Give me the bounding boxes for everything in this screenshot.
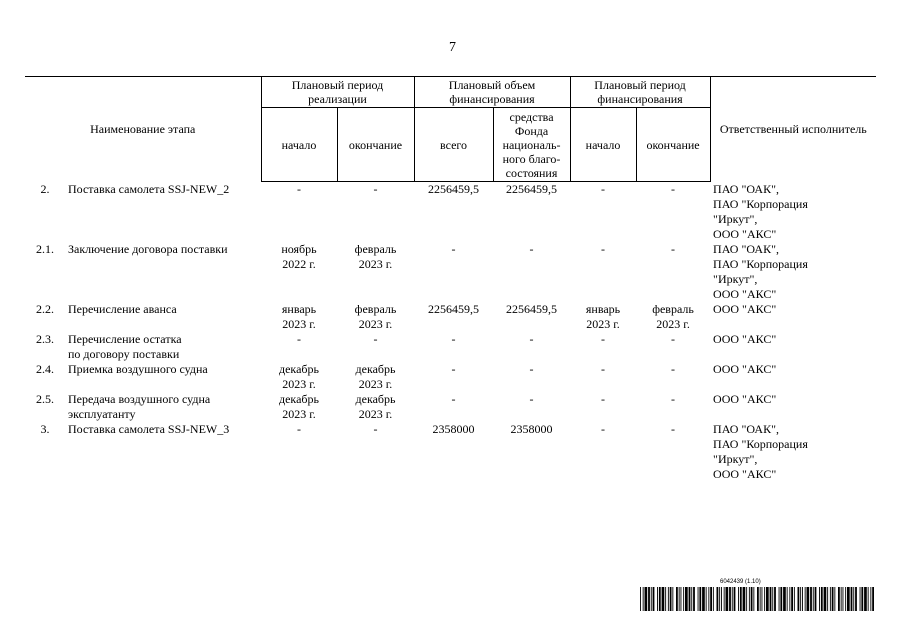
- row-responsible: ООО "АКС": [713, 301, 777, 316]
- row-total: -: [451, 391, 456, 406]
- row-end: -: [373, 331, 378, 346]
- row-num: 2.1.: [36, 241, 54, 256]
- row-start: -: [297, 331, 301, 346]
- header-fin-period: Плановый период финансирования: [570, 77, 710, 108]
- table-row: [25, 332, 876, 362]
- row-num: 2.2.: [36, 301, 54, 316]
- row-fin-start: январь 2023 г.: [585, 301, 621, 331]
- document-barcode: [640, 579, 875, 613]
- barcode-icon: [640, 587, 875, 611]
- row-responsible: ПАО "ОАК", ПАО "Корпорация "Иркут", ООО "АКС": [713, 181, 808, 241]
- table-row: [25, 362, 876, 392]
- header-fin-end: окончание: [636, 108, 710, 182]
- row-fin-end: -: [671, 391, 676, 406]
- row-fin-start: -: [601, 391, 606, 406]
- row-start: декабрь 2023 г.: [279, 391, 319, 421]
- barcode-label: 6042439 (1.10): [720, 579, 761, 585]
- row-name: Приемка воздушного судна: [68, 361, 208, 376]
- row-fin-end: -: [671, 361, 676, 376]
- row-name: Перечисление остатка по договору поставки: [68, 331, 182, 361]
- page-number: 7: [449, 40, 456, 55]
- header-stage-name: Наименование этапа: [25, 77, 261, 182]
- row-num: 2.: [40, 181, 50, 196]
- row-end: февраль 2023 г.: [354, 241, 397, 271]
- row-responsible: ПАО "ОАК", ПАО "Корпорация "Иркут", ООО "АКС": [713, 421, 808, 481]
- row-fund: -: [529, 331, 534, 346]
- row-fund: 2256459,5: [506, 182, 558, 196]
- row-fin-end: -: [671, 331, 676, 346]
- row-num: 2.3.: [36, 331, 54, 346]
- row-end: декабрь 2023 г.: [355, 391, 396, 421]
- row-total: 2358000: [432, 421, 475, 436]
- row-end: -: [373, 421, 378, 436]
- row-end: -: [373, 182, 378, 196]
- row-fin-start: -: [601, 182, 606, 196]
- header-start: начало: [261, 108, 337, 182]
- row-num: 2.5.: [36, 391, 54, 406]
- row-fin-end: -: [671, 421, 676, 436]
- row-start: январь 2023 г.: [281, 301, 317, 331]
- table-row: [25, 182, 876, 242]
- header-fund: средства Фонда националь-ного благо-состояния: [493, 108, 570, 182]
- row-fin-start: -: [601, 241, 606, 256]
- row-start: -: [297, 182, 301, 196]
- row-total: 2256459,5: [428, 301, 480, 316]
- header-end: окончание: [337, 108, 414, 182]
- header-fin-volume: Плановый объем финансирования: [414, 77, 570, 108]
- row-start: декабрь 2023 г.: [279, 361, 319, 391]
- header-fin-start: начало: [570, 108, 636, 182]
- row-fin-end: -: [671, 241, 676, 256]
- row-name: Заключение договора поставки: [68, 241, 228, 256]
- plan-table: [25, 76, 876, 482]
- row-fund: -: [529, 391, 534, 406]
- table-row: [25, 302, 876, 332]
- row-total: -: [451, 361, 456, 376]
- row-total: -: [451, 331, 456, 346]
- row-fund: -: [529, 361, 534, 376]
- row-fund: -: [529, 241, 534, 256]
- row-name: Перечисление аванса: [68, 301, 177, 316]
- table-row: [25, 392, 876, 422]
- row-num: 3.: [40, 421, 50, 436]
- row-responsible: ПАО "ОАК", ПАО "Корпорация "Иркут", ООО "АКС": [713, 241, 808, 301]
- row-responsible: ООО "АКС": [713, 331, 777, 346]
- row-start: ноябрь 2022 г.: [281, 241, 317, 271]
- row-end: февраль 2023 г.: [354, 301, 397, 331]
- table-row: [25, 422, 876, 482]
- row-fin-start: -: [601, 421, 606, 436]
- row-fund: 2256459,5: [506, 301, 558, 316]
- row-fin-end: февраль 2023 г.: [652, 301, 694, 331]
- row-end: декабрь 2023 г.: [355, 361, 396, 391]
- header-impl-period: Плановый период реализации: [261, 77, 414, 108]
- header-responsible: Ответственный исполнитель: [710, 77, 876, 182]
- row-fin-start: -: [601, 361, 606, 376]
- table-row: [25, 242, 876, 302]
- row-start: -: [297, 421, 301, 436]
- row-name: Поставка самолета SSJ-NEW_2: [68, 181, 230, 196]
- row-name: Поставка самолета SSJ-NEW_3: [68, 421, 230, 436]
- row-fin-start: -: [601, 331, 606, 346]
- row-num: 2.4.: [36, 361, 54, 376]
- header-total: всего: [414, 108, 493, 182]
- row-responsible: ООО "АКС": [713, 361, 777, 376]
- row-fund: 2358000: [510, 421, 553, 436]
- row-name: Передача воздушного судна эксплуатанту: [68, 391, 211, 421]
- row-responsible: ООО "АКС": [713, 391, 777, 406]
- row-total: 2256459,5: [428, 182, 480, 196]
- row-fin-end: -: [671, 182, 676, 196]
- row-total: -: [451, 241, 456, 256]
